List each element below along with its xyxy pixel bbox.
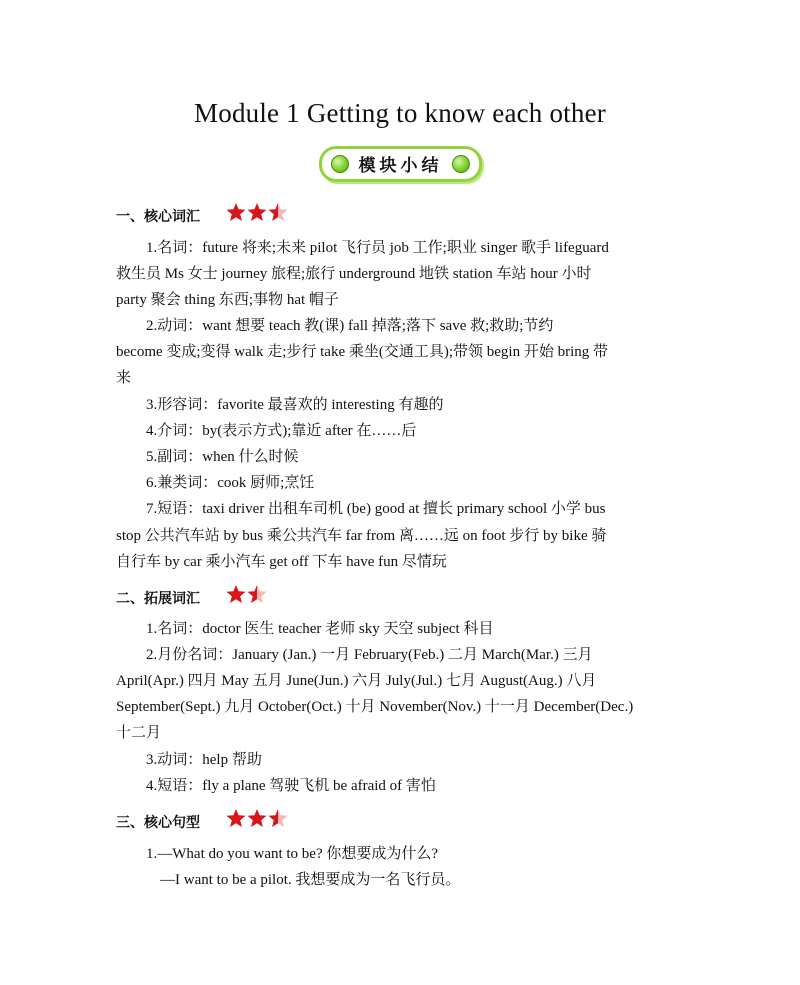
text-line: 2.动词：want 想要 teach 教(课) fall 掉落;落下 save 救;救助;节约 xyxy=(146,318,554,334)
section-label: 一、核心词汇 xyxy=(116,209,200,225)
text-line: 2.月份名词：January (Jan.) 一月 February(Feb.) 二月 March(Mar.) 三月 xyxy=(146,647,593,663)
text-line: 7.短语：taxi driver 出租车司机 (be) good at 擅长 primary school 小学 bus xyxy=(146,501,606,517)
rating-stars-icon xyxy=(226,202,290,224)
badge-label: 模块小结 xyxy=(358,156,443,176)
module-title: Module 1 Getting to know each other xyxy=(194,98,606,128)
text-line: 自行车 by car 乘小汽车 get off 下车 have fun 尽情玩 xyxy=(116,554,447,570)
star-icon xyxy=(227,203,246,221)
text-line: 4.短语：fly a plane 驾驶飞机 be afraid of 害怕 xyxy=(146,778,436,794)
text-line: 十二月 xyxy=(116,725,162,741)
section-label: 二、拓展词汇 xyxy=(116,591,200,607)
text-line: 来 xyxy=(116,370,132,386)
section-heading-core-sentences xyxy=(116,812,200,836)
star-icon xyxy=(248,203,267,221)
text-line: 6.兼类词：cook 厨师;烹饪 xyxy=(146,475,315,491)
text-line: 1.名词：doctor 医生 teacher 老师 sky 天空 subject 科目 xyxy=(146,621,494,637)
text-line: 5.副词：when 什么时候 xyxy=(146,449,299,465)
star-icon xyxy=(227,809,246,827)
text-line: 救生员 Ms 女士 journey 旅程;旅行 underground 地铁 station 车站 hour 小时 xyxy=(116,266,592,282)
text-line: 3.形容词：favorite 最喜欢的 interesting 有趣的 xyxy=(146,397,444,413)
rating-stars-icon xyxy=(226,584,270,606)
text-line: 1.—What do you want to be? 你想要成为什么? xyxy=(146,846,439,862)
text-line: 4.介词：by(表示方式);靠近 after 在……后 xyxy=(146,423,417,439)
half-star-icon xyxy=(269,203,288,221)
text-line: —I want to be a pilot. 我想要成为一名飞行员。 xyxy=(160,872,461,888)
section-label: 三、核心句型 xyxy=(116,815,200,831)
badge-frame xyxy=(319,146,482,182)
text-line: September(Sept.) 九月 October(Oct.) 十月 November(Nov.) 十一月 December(Dec.) xyxy=(116,699,634,715)
rating-stars-icon xyxy=(226,808,290,830)
text-line: 1.名词：future 将来;未来 pilot 飞行员 job 工作;职业 singer 歌手 lifeguard xyxy=(146,240,609,256)
text-line: 3.动词：help 帮助 xyxy=(146,752,262,768)
green-dot-icon xyxy=(452,155,470,173)
star-icon xyxy=(248,809,267,827)
text-line: party 聚会 thing 东西;事物 hat 帽子 xyxy=(116,292,339,308)
module-summary-badge xyxy=(319,146,482,182)
text-line: April(Apr.) 四月 May 五月 June(Jun.) 六月 July(Jul.) 七月 August(Aug.) 八月 xyxy=(116,673,597,689)
text-line: become 变成;变得 walk 走;步行 take 乘坐(交通工具);带领 begin 开始 bring 带 xyxy=(116,344,609,360)
half-star-icon xyxy=(248,585,267,603)
star-icon xyxy=(227,585,246,603)
section-heading-core-vocabulary xyxy=(116,206,200,230)
text-line: stop 公共汽车站 by bus 乘公共汽车 far from 离……远 on foot 步行 by bike 骑 xyxy=(116,528,607,544)
half-star-icon xyxy=(269,809,288,827)
section-heading-extended-vocabulary xyxy=(116,588,200,612)
